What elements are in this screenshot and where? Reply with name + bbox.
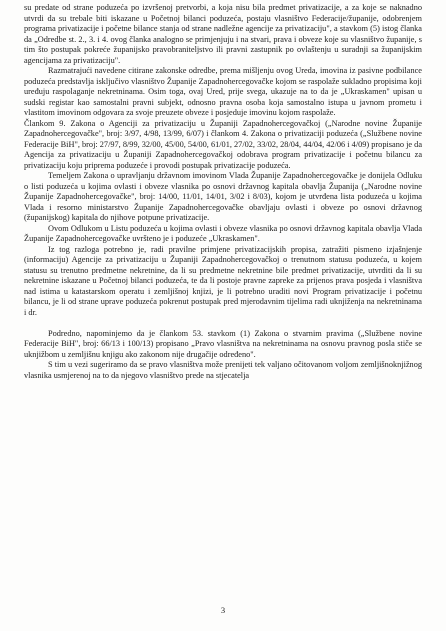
paragraph-1: su predate od strane poduzeća po izvršenoj pretvorbi, a koja nisu bila predmet privatizacije, a za koje se naknadno utvrdi da su trebale biti iskazane u Početnoj bilanci poduzeća, postaju vlasništvo Federacije/županije, odobrenjem programa privatizacije i početne bilance stanja od strane nadležne agencije za privatizaciju", a stavkom (5) istog članka da „Odredbe st. 2., 3. i 4. ovog članka analogno se primjenjuju i na stvari, prava i obveze koje su vlasništvo županije, s tim što postupak pokreće županijsko pravobraniteljstvo ili pravni zastupnik po ovlaštenju u suradnji sa županijskim agencijama za privatizaciju". [24, 3, 422, 65]
page-number: 3 [220, 605, 226, 615]
paragraph-4: Temeljem Zakona o upravljanju državnom imovinom Vlada Županije Zapadnohercegovačke je donijela Odluku o listi poduzeća u kojima ovlasti i obveze vlasnika po osnovi državnog kapitala obavlja Županija („Narodne novine Županije Zapadnohercegovačke", broj: 14/00, 11/01, 14/01, 3/02 i 8/03), kojom je utvrđena lista poduzeća u kojima Vlada i resorno ministarstvo Županije Zapadnohercegovačke obavljaju ovlasti i obveze po osnovi državnog (županijskog) kapitala do njihove potpune privatizacije. [24, 171, 422, 222]
paragraph-2: Razmatrajući navedene citirane zakonske odredbe, prema mišljenju ovog Ureda, imovina iz pasivne podbilance poduzeća predstavlja isključivo vlasništvo Županije Zapadnohercegovačke kojom se raspolaže sukladno propisima koji uređuju raspolaganje nekretninama. Osim toga, ovaj Ured, prije svega, ukazuje na to da je „Ukraskamen" upisan u sudski registar kao samostalni pravni subjekt, odnosno pravna osoba koja samostalno istupa u javnom prometu i vlastitom imovinom odgovara za svoje preuzete obveze i posjeduje imovinu kojom raspolaže. [24, 66, 422, 117]
paragraph-5: Ovom Odlukom u Listu poduzeća u kojima ovlasti i obveze vlasnika po osnovi državnog kapitala obavlja Vlada Županije Zapadnohercegovačke uvršteno je i poduzeće „Ukraskamen". [24, 223, 422, 243]
paragraph-3: Člankom 9. Zakona o Agenciji za privatizaciju u Županiji Zapadnohercegovačkoj („Narodne novine Županije Zapadnohercegovačke", broj: 3/97, 4/98, 13/99, 6/07) i člankom 4. Zakona o privatizaciji poduzeća („Službene novine Federacije BiH", broj: 27/97, 8/99, 32/00, 45/00, 54/00, 61/01, 27/02, 33/02, 28/04, 44/04, 42/06 i 4/09) propisano je da Agencija za privatizaciju u Županiji Zapadnohercegovačkoj odobrava program privatizacije i početnu bilancu za privatizaciju koju priprema poduzeće i provodi postupak privatizacije poduzeća. [24, 118, 422, 170]
paragraph-8: S tim u vezi sugeriramo da se pravo vlasništva može prenijeti tek valjano očitovanom voljom zemljišnoknjižnog vlasnika usmjerenoj na to da njegovo vlasništvo prede na stjecatelja [24, 360, 422, 380]
paragraph-7: Podredno, napominjemo da je člankom 53. stavkom (1) Zakona o stvarnim pravima („Službene novine Federacije BiH", broj: 66/13 i 100/13) propisano „Pravo vlasništva na nekretninama na osnovu pravnog posla stiče se uknjižbom u zemljišnu knjigu ako zakonom nije drugačije određeno". [24, 328, 422, 359]
paragraph-6: Iz tog razloga potrebno je, radi pravilne primjene privatizacijskih propisa, zatražiti pismeno izjašnjenje (informaciju) Agencije za privatizaciju u Županiji Zapadnohercegovačkoj o trenutnom statusu poduzeća, u kojem statusu su trenutno predmetne nekretnine, da li su predmetne nekretnine bile predmet privatizacije, utvrditi da li su nekretnine iskazane u Početnoj bilanci poduzeća, te da li postoje pravne zapreke za prijenos prava posjeda i vlasništva nad istima u katastarskom operatu i zemljišnoj knjizi, je li potrebno uraditi novi Program privatizacije i početnu bilancu, je li od strane uprave poduzeća pokrenut postupak pred mjerodavnim tijelima radi uknjiženja na nekretninama i dr. [24, 244, 422, 317]
document-body [24, 3, 422, 381]
paragraph-gap [24, 318, 422, 329]
